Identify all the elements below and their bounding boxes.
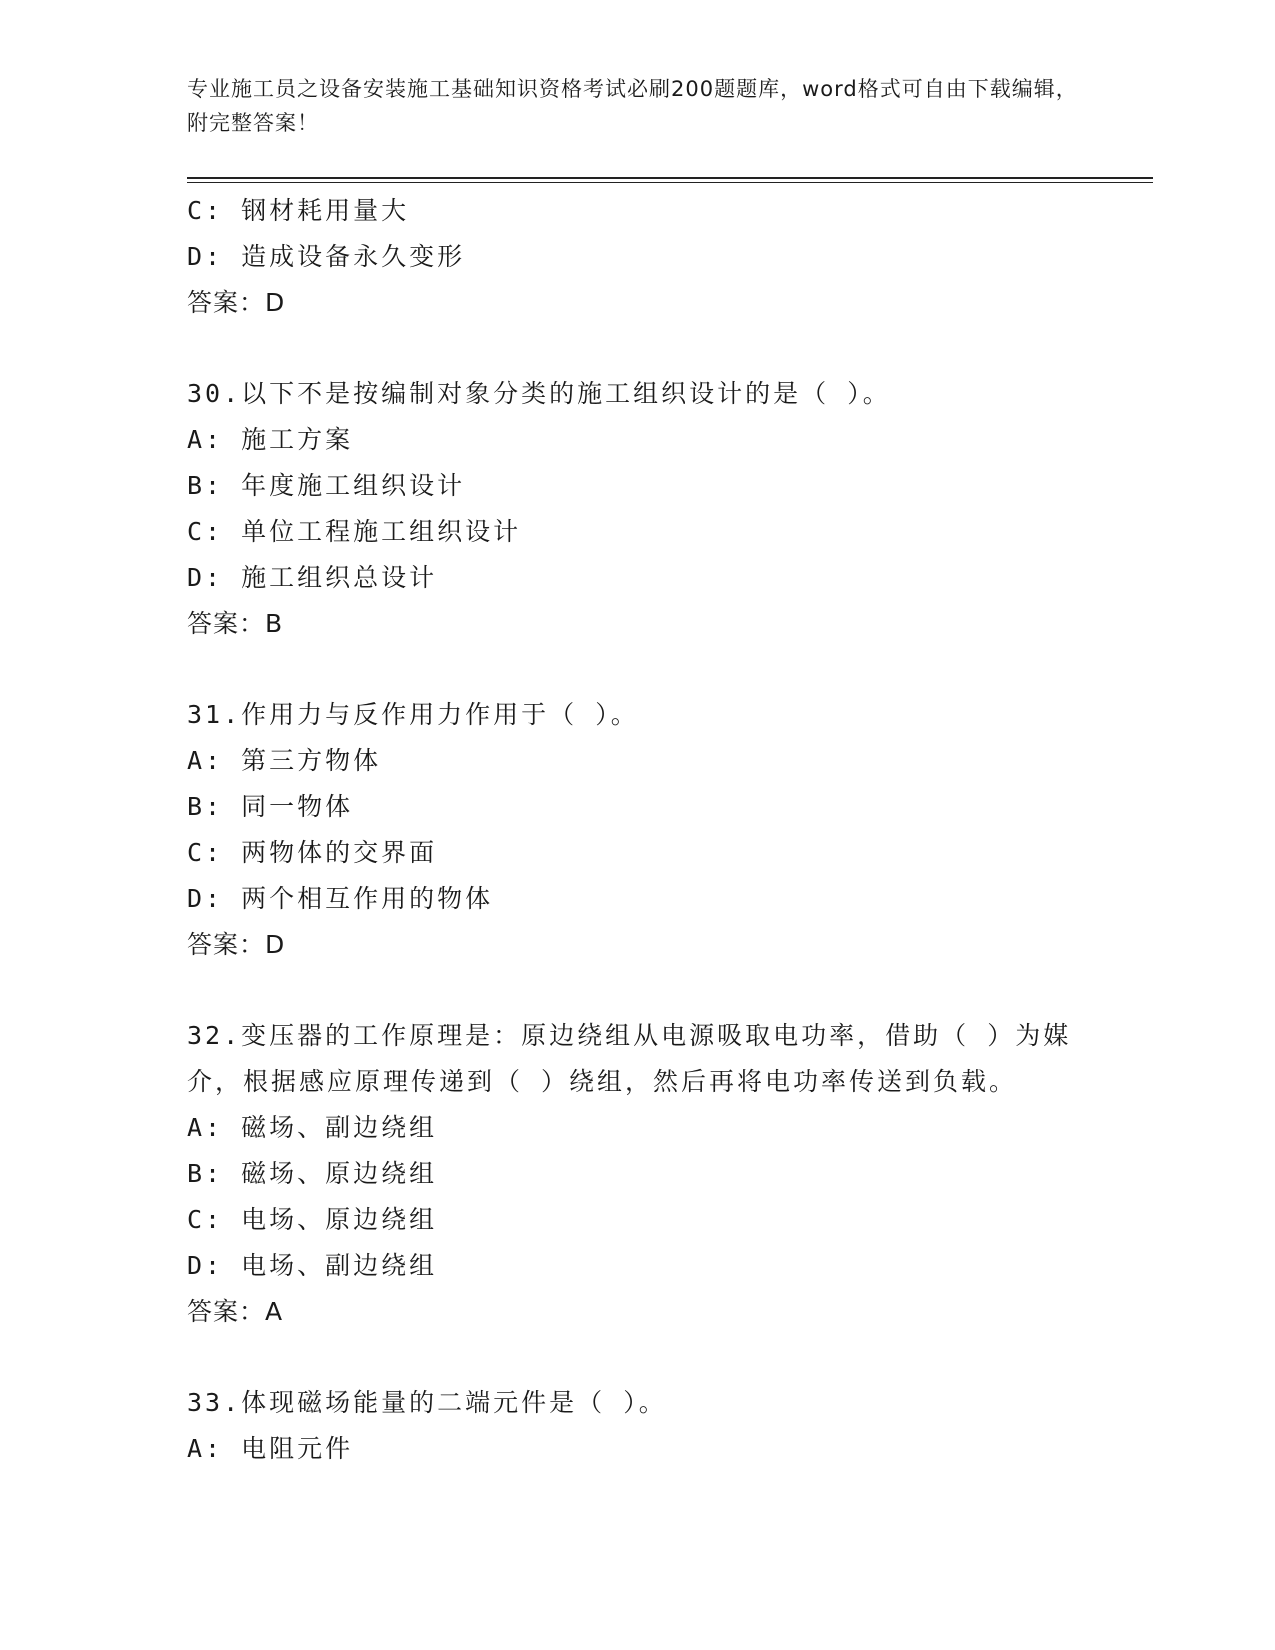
option-a: A: 磁场、副边绕组 (187, 1113, 438, 1142)
document-header: 专业施工员之设备安装施工基础知识资格考试必刷200题题库，word格式可自由下载编辑，附完整答案！ (187, 77, 1078, 135)
option-d: D: 电场、副边绕组 (187, 1251, 438, 1280)
question-stem: 30.以下不是按编制对象分类的施工组织设计的是（ ）。 (187, 379, 891, 408)
option-c: C: 钢材耗用量大 (187, 196, 410, 225)
option-a: A: 电阻元件 (187, 1434, 354, 1463)
answer-line: 答案：A (187, 1297, 284, 1326)
answer-line: 答案：D (187, 288, 286, 317)
option-c: C: 单位工程施工组织设计 (187, 517, 522, 546)
header-divider-thin (187, 182, 1153, 183)
question-30 (187, 371, 1087, 647)
option-b: B: 同一物体 (187, 792, 354, 821)
option-d: D: 造成设备永久变形 (187, 242, 466, 271)
question-stem: 32.变压器的工作原理是：原边绕组从电源吸取电功率，借助（ ）为媒介，根据感应原理传递到（ ）绕组，然后再将电功率传送到负载。 (187, 1021, 1072, 1096)
question-32 (187, 1013, 1087, 1335)
answer-line: 答案：B (187, 609, 284, 638)
question-stem: 31.作用力与反作用力作用于（ ）。 (187, 700, 639, 729)
option-b: B: 年度施工组织设计 (187, 471, 466, 500)
option-d: D: 两个相互作用的物体 (187, 884, 494, 913)
previous-question-continuation (187, 188, 1087, 326)
option-d: D: 施工组织总设计 (187, 563, 438, 592)
option-c: C: 电场、原边绕组 (187, 1205, 438, 1234)
header-divider-thick (187, 177, 1153, 179)
question-stem: 33.体现磁场能量的二端元件是（ ）。 (187, 1388, 667, 1417)
question-31 (187, 692, 1087, 968)
question-content (187, 188, 1087, 1472)
option-b: B: 磁场、原边绕组 (187, 1159, 438, 1188)
option-c: C: 两物体的交界面 (187, 838, 438, 867)
answer-line: 答案：D (187, 930, 286, 959)
option-a: A: 施工方案 (187, 425, 354, 454)
question-33 (187, 1380, 1087, 1472)
option-a: A: 第三方物体 (187, 746, 382, 775)
